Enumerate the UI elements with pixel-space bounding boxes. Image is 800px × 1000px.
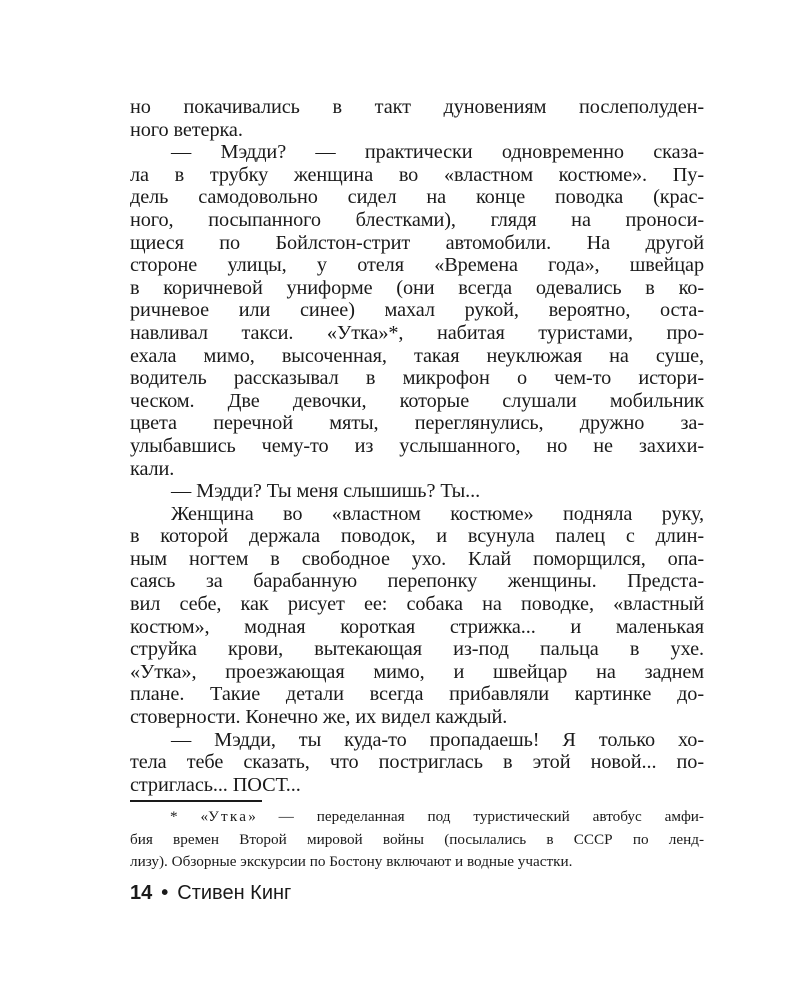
text-line: кали.: [130, 457, 175, 480]
text-line: ческом. Две девочки, которые слушали мобильник: [130, 389, 704, 412]
text-line: тела тебе сказать, что постриглась в этой новой... по-: [130, 751, 704, 774]
text-line: — Мэдди? — практически одновременно сказа-: [171, 141, 704, 164]
text-line: ным ногтем в свободное ухо. Клай поморщился, опа-: [130, 547, 704, 570]
text-line: «Утка», проезжающая мимо, и швейцар на заднем: [130, 660, 704, 683]
text-line: струйка крови, вытекающая из-под пальца в ухе.: [130, 638, 704, 661]
footnote-divider: [130, 800, 262, 802]
text-line: костюм», модная короткая стрижка... и маленькая: [130, 615, 704, 638]
footnote-line: [130, 806, 704, 829]
text-line: водитель рассказывал в микрофон о чем-то истори-: [130, 367, 704, 390]
text-line: стриглась... ПОСТ...: [130, 773, 301, 796]
text-line: Женщина во «властном костюме» подняла руку,: [171, 502, 704, 525]
bullet-separator: •: [161, 882, 169, 904]
text-line: навливал такси. «Утка»*, набитая туристами, про-: [130, 321, 704, 344]
text-line: дель самодовольно сидел на конце поводка (крас-: [130, 186, 704, 209]
text-line: вил себе, как рисует ее: собака на поводке, «властный: [130, 593, 704, 616]
text-line: — Мэдди? Ты меня слышишь? Ты...: [171, 480, 481, 503]
text-line: стоверности. Конечно же, их видел каждый.: [130, 706, 508, 729]
footnote-text: переделанная под туристический автобус амфи-: [293, 808, 704, 825]
text-line: ного ветерка.: [130, 118, 243, 141]
text-line: в коричневой униформе (они всегда одевались в ко-: [130, 276, 704, 299]
text-line: ехала мимо, высоченная, такая неуклюжая на суше,: [130, 344, 704, 367]
text-line: саясь за барабанную перепонку женщины. Предста-: [130, 570, 704, 593]
footnote-line: бия времен Второй мировой войны (посылались в СССР по ленд-: [130, 830, 704, 848]
footnote: [130, 806, 704, 874]
footnote-marker: * «: [170, 808, 209, 825]
footnote-line: лизу). Обзорные экскурсии по Бостону включают и водные участки.: [130, 853, 573, 870]
page-footer: [130, 880, 291, 906]
text-line: цвета перечной мяты, переглянулись, дружно за-: [130, 412, 704, 435]
footnote-marker-close: » —: [248, 808, 294, 825]
text-line: но покачивались в такт дуновениям послеполуден-: [130, 96, 704, 118]
text-line: щиеся по Бойлстон-стрит автомобили. На другой: [130, 231, 704, 254]
page-number: 14: [130, 882, 153, 904]
running-author: Стивен Кинг: [177, 882, 292, 904]
text-line: ричневое или синее) махал рукой, вероятно, оста-: [130, 299, 704, 322]
text-line: улыбавшись чему-то из услышанного, но не захихи-: [130, 434, 704, 457]
main-text: [130, 96, 704, 796]
text-line: плане. Такие детали всегда прибавляли картинке до-: [130, 683, 704, 706]
text-line: в которой держала поводок, и всунула палец с длин-: [130, 525, 704, 548]
text-line: стороне улицы, у отеля «Времена года», швейцар: [130, 254, 704, 277]
footnote-term: Утка: [208, 808, 249, 825]
text-line: ла в трубку женщина во «властном костюме». Пу-: [130, 163, 704, 186]
text-line: ного, посыпанного блестками), глядя на проноси-: [130, 208, 704, 231]
text-line: — Мэдди, ты куда-то пропадаешь! Я только хо-: [171, 728, 704, 751]
